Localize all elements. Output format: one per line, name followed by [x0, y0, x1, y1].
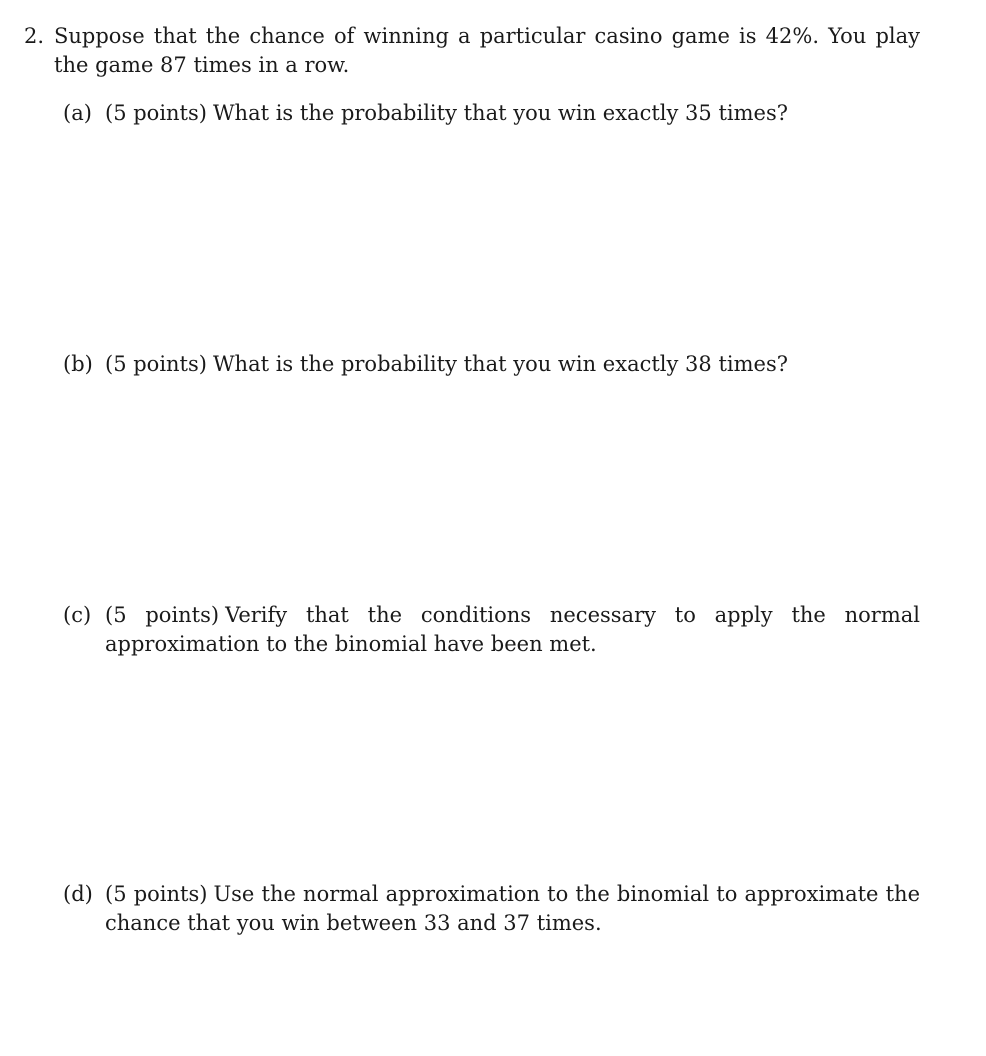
part-b — [63, 350, 920, 379]
part-d — [63, 880, 920, 938]
part-question — [105, 99, 920, 128]
part-question — [105, 880, 920, 938]
part-question — [105, 350, 920, 379]
question-text: What is the probability that you win exactly 38 times? — [212, 352, 788, 376]
part-label: (a) — [63, 101, 92, 125]
question-text: Use the normal approximation to the binomial to approximate the chance that you win between 33 and 37 times. — [105, 882, 921, 935]
part-question — [105, 601, 920, 659]
points-value: (5 points) — [105, 882, 208, 906]
problem-number: 2. — [24, 24, 45, 48]
points-value: (5 points) — [105, 352, 207, 376]
problem-2 — [24, 22, 920, 80]
part-c — [63, 601, 920, 659]
problem-stem: Suppose that the chance of winning a particular casino game is 42%. You play the game 87 times in a row. — [54, 24, 920, 77]
question-text: What is the probability that you win exactly 35 times? — [212, 101, 788, 125]
question-text: Verify that the conditions necessary to apply the normal approximation to the binomial have been met. — [105, 603, 920, 656]
part-label: (d) — [63, 882, 93, 906]
points-value: (5 points) — [105, 101, 207, 125]
points-value: (5 points) — [105, 603, 220, 627]
part-a — [63, 99, 920, 128]
part-label: (b) — [63, 352, 93, 376]
part-label: (c) — [63, 603, 92, 627]
